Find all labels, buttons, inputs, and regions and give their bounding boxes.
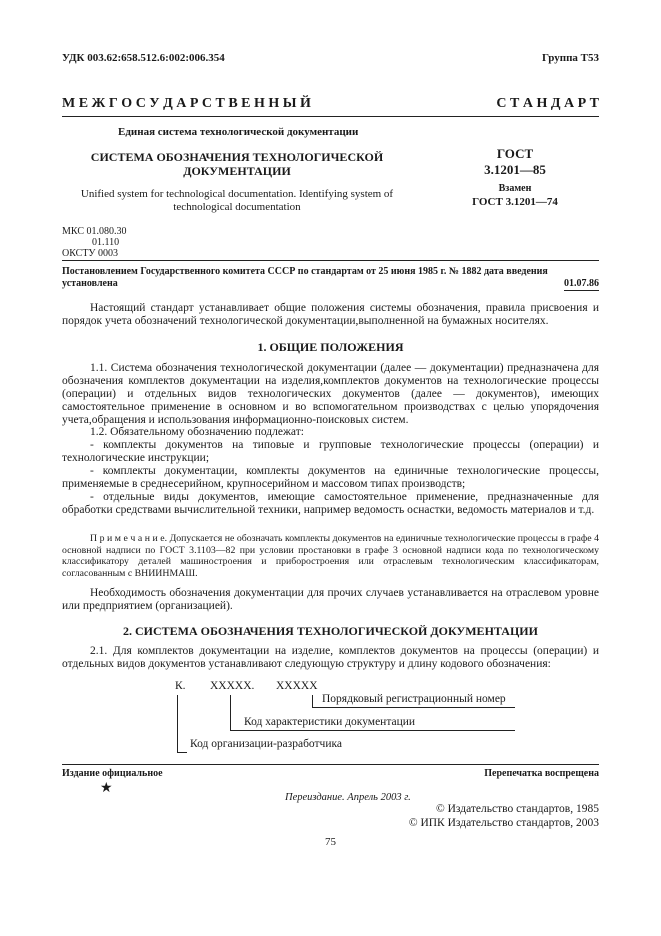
series-title: Единая система технологической документации (118, 126, 359, 138)
necessity-paragraph: Необходимость обозначения документации для прочих случаев устанавливается на отраслевом уровне или предприятием (организацией). (62, 587, 599, 612)
paragraph-1-2: 1.2. Обязательному обозначению подлежат: (90, 426, 304, 438)
document-title-en: Unified system for technological documentation. Identifying system of technological documentation (80, 188, 394, 213)
code-part-organization: К. (175, 680, 186, 692)
effective-date: 01.07.86 (564, 278, 599, 289)
replace-label: Взамен (498, 183, 532, 194)
udk-code: УДК 003.62:658.512.6:002:006.354 (62, 52, 225, 64)
group-code: Группа Т53 (541, 52, 599, 64)
reissue-note: Переиздание. Апрель 2003 г. (285, 792, 411, 803)
list-item-1: - комплекты документов на типовые и групповые технологические процессы (операции) и технологические инструкции; (62, 439, 599, 464)
paragraph-1-1: 1.1. Система обозначения технологической документации (далее — документации) предназначена для обозначения комплектов документации на изделия,комплектов документов на технологические процессы (операции) и отдельных видов технологических документов (далее — документов), имеющих самостоятельное применение в основном и во вспомогательном производствах с целью упорядочения учета,обращения и использования информационно-поисковых систем. (62, 362, 599, 426)
copyright-1985: © Издательство стандартов, 1985 (435, 803, 599, 815)
bracket-line-char-vertical (230, 695, 231, 730)
note-text: Допускается не обозначать комплекты документов на единичные технологические процессы в графе 4 основной надписи по ГОСТ 3.1103—82 при условии простановки в графе 3 основной надписи кода по технологическому классификатору деталей машиностроения и приборостроения или отраслевым технологическим классификаторам, согласованным с ВНИИНМАШ. (62, 533, 599, 579)
banner-word-standard: С Т А Н Д А Р Т (496, 96, 599, 111)
section-2-heading: 2. СИСТЕМА ОБОЗНАЧЕНИЯ ТЕХНОЛОГИЧЕСКОЙ ДОКУМЕНТАЦИИ (123, 624, 538, 638)
bracket-line-reg-horizontal (312, 707, 515, 708)
bracket-line-char-horizontal (230, 730, 515, 731)
code-part-registration: ХХХХХ (276, 680, 318, 692)
intro-paragraph: Настоящий стандарт устанавливает общие положения системы обозначения, правила присвоения и порядок учета обозначений технологической документации,выполненной на бумажных носителях. (62, 302, 599, 327)
decree-statement (62, 266, 599, 290)
bracket-line-org-horizontal (177, 752, 187, 753)
note-paragraph (62, 533, 599, 579)
document-title-ru: СИСТЕМА ОБОЗНАЧЕНИЯ ТЕХНОЛОГИЧЕСКОЙ ДОКУМЕНТАЦИИ (90, 150, 384, 178)
codes-rule (62, 260, 599, 261)
label-registration-number: Порядковый регистрационный номер (322, 693, 506, 705)
gost-designation-block (440, 146, 590, 209)
paragraph-2-1: 2.1. Для комплектов документации на изделие, комплектов документов на процессы (операции) и отдельных видов документов устанавливают следующую структуру и длину кодового обозначения: (62, 645, 599, 670)
page-number: 75 (325, 836, 336, 848)
replaced-standard: ГОСТ 3.1201—74 (472, 196, 558, 208)
decree-text: Постановлением Государственного комитета СССР по стандартам от 25 июня 1985 г. № 1882 дата введения установлена (62, 266, 548, 289)
official-edition-label: Издание официальное (62, 768, 163, 779)
mks-code-2: 01.110 (92, 237, 120, 248)
banner-rule (62, 116, 599, 117)
label-organization-code: Код организации-разработчика (190, 738, 342, 750)
standard-banner (62, 96, 599, 112)
list-item-2: - комплекты документации, комплекты документов на единичные технологические процессы, применяемые в среднесерийном, крупносерийном и массовом типах производств; (62, 465, 599, 490)
list-item-3: - отдельные виды документов, имеющие самостоятельное применение, предназначенные для обработки средствами вычислительной техники, например ведомость оснастки, ведомость материалов и т.д. (62, 491, 599, 516)
okstu-code: ОКСТУ 0003 (62, 248, 119, 259)
star-mark: ★ (100, 781, 113, 796)
bracket-line-org-vertical (177, 695, 178, 752)
footer-rule (62, 764, 599, 765)
banner-word-interstate: М Е Ж Г О С У Д А Р С Т В Е Н Н Ы Й (62, 96, 311, 111)
note-label: П р и м е ч а н и е. (90, 533, 168, 544)
label-characteristic-code: Код характеристики документации (244, 716, 416, 728)
reprint-prohibited-label: Перепечатка воспрещена (484, 768, 599, 779)
gost-label: ГОСТ (496, 146, 534, 161)
gost-number: 3.1201—85 (484, 162, 546, 177)
code-part-characteristic: ХХХХХ. (210, 680, 255, 692)
classification-codes (62, 226, 126, 259)
copyright-2003: © ИПК Издательство стандартов, 2003 (408, 817, 599, 829)
mks-code: МКС 01.080.30 (62, 226, 127, 237)
bracket-line-reg-vertical (312, 695, 313, 707)
code-structure-diagram (160, 680, 540, 760)
section-1-heading: 1. ОБЩИЕ ПОЛОЖЕНИЯ (257, 340, 404, 354)
